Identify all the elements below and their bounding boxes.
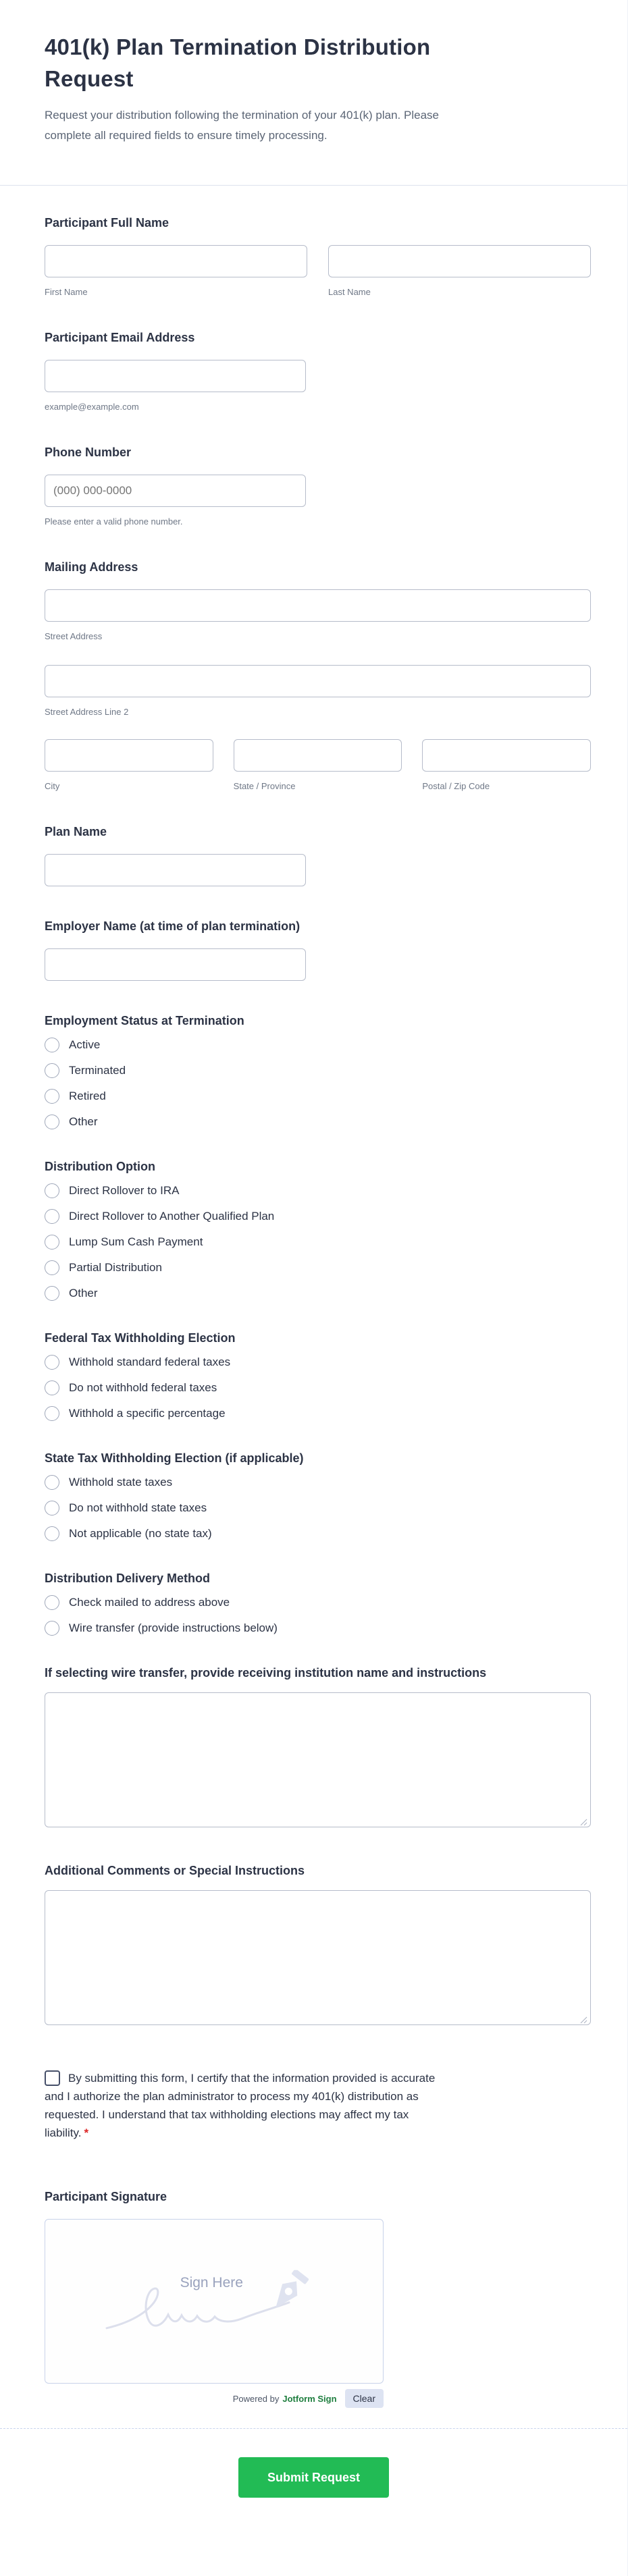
radio-icon[interactable]: [45, 1286, 59, 1301]
address-label: Mailing Address: [45, 560, 138, 574]
page-title: [45, 31, 583, 95]
radio-option-label: Terminated: [69, 1064, 126, 1077]
page-subtitle-line1: Request your distribution following the termination of your 401(k) plan. Please: [45, 109, 439, 122]
federal-tax-label: Federal Tax Withholding Election: [45, 1331, 236, 1345]
field-full-name: [45, 215, 591, 298]
radio-option-label: Partial Distribution: [69, 1261, 162, 1274]
form-header: [0, 0, 627, 185]
street-sublabel: Street Address: [45, 631, 103, 641]
radio-option-label: Lump Sum Cash Payment: [69, 1235, 203, 1248]
email-input[interactable]: [45, 360, 306, 392]
delivery-method-label: Distribution Delivery Method: [45, 1572, 211, 1585]
form-body: [0, 186, 627, 2428]
radio-icon[interactable]: [45, 1475, 59, 1490]
state-input[interactable]: [234, 739, 402, 772]
sign-here-text: Sign Here: [180, 2275, 243, 2290]
distribution-option-other[interactable]: [45, 1286, 591, 1301]
radio-option-label: Not applicable (no state tax): [69, 1527, 212, 1540]
group-delivery-method: [45, 1571, 591, 1636]
field-signature: [45, 2189, 591, 2408]
field-mailing-address: [45, 560, 591, 792]
employment-status-label: Employment Status at Termination: [45, 1014, 244, 1027]
radio-option-label: Direct Rollover to Another Qualified Plan: [69, 1210, 275, 1223]
radio-icon[interactable]: [45, 1063, 59, 1078]
required-asterisk: *: [84, 2126, 89, 2139]
radio-icon[interactable]: [45, 1406, 59, 1421]
comments-label: Additional Comments or Special Instructions: [45, 1864, 305, 1877]
page-title-line2: Request: [45, 66, 134, 91]
state-tax-option-na[interactable]: [45, 1526, 591, 1541]
employment-status-option-other[interactable]: [45, 1115, 591, 1129]
radio-option-label: Active: [69, 1038, 101, 1051]
street-address-input[interactable]: [45, 589, 591, 622]
plan-name-input[interactable]: [45, 854, 306, 886]
radio-icon[interactable]: [45, 1526, 59, 1541]
employment-status-option-terminated[interactable]: [45, 1063, 591, 1078]
certification-row: [45, 2069, 450, 2142]
group-state-tax: [45, 1451, 591, 1541]
field-phone: [45, 445, 591, 527]
submit-button[interactable]: Submit Request: [238, 2457, 389, 2498]
street2-row: [45, 665, 591, 718]
employer-name-input[interactable]: [45, 948, 306, 981]
full-name-label: Participant Full Name: [45, 216, 169, 230]
field-wire-instructions: [45, 1665, 591, 1831]
radio-icon[interactable]: [45, 1209, 59, 1224]
radio-option-label: Direct Rollover to IRA: [69, 1184, 180, 1197]
radio-icon[interactable]: [45, 1235, 59, 1250]
page-subtitle-line2: complete all required fields to ensure timely processing.: [45, 129, 328, 142]
signature-footer: [45, 2389, 384, 2408]
signature-label: Participant Signature: [45, 2190, 167, 2203]
state-col: [234, 739, 402, 792]
distribution-option-partial[interactable]: [45, 1260, 591, 1275]
radio-icon[interactable]: [45, 1115, 59, 1129]
employment-status-option-active[interactable]: [45, 1038, 591, 1052]
comments-wrap: [45, 1890, 591, 2029]
radio-option-label: Other: [69, 1115, 98, 1128]
plan-name-label: Plan Name: [45, 825, 107, 838]
phone-sublabel: Please enter a valid phone number.: [45, 516, 183, 527]
radio-option-label: Wire transfer (provide instructions below): [69, 1621, 278, 1634]
email-sublabel: example@example.com: [45, 402, 139, 412]
radio-icon[interactable]: [45, 1355, 59, 1370]
radio-icon[interactable]: [45, 1621, 59, 1636]
certification-text: By submitting this form, I certify that the information provided is accurate and I authorize the plan administrator to process my 401(k) distribution as requested. I understand that tax withholding elections may affect my tax liability.: [45, 2072, 436, 2139]
radio-icon[interactable]: [45, 1260, 59, 1275]
first-name-sublabel: First Name: [45, 287, 88, 297]
comments-textarea[interactable]: [45, 1890, 591, 2025]
radio-option-label: Withhold state taxes: [69, 1476, 173, 1488]
street-row: [45, 589, 591, 642]
wire-instructions-wrap: [45, 1692, 591, 1831]
radio-option-label: Other: [69, 1287, 98, 1299]
employment-status-option-retired[interactable]: [45, 1089, 591, 1104]
clear-signature-button[interactable]: Clear: [345, 2389, 384, 2408]
distribution-option-ira[interactable]: [45, 1183, 591, 1198]
federal-tax-option-percentage[interactable]: [45, 1406, 591, 1421]
group-distribution-option: [45, 1159, 591, 1301]
field-email: [45, 330, 591, 412]
state-tax-label: State Tax Withholding Election (if applicable): [45, 1451, 304, 1465]
page-subtitle: [45, 105, 583, 146]
field-employer-name: [45, 919, 591, 981]
distribution-option-lump-sum[interactable]: [45, 1235, 591, 1250]
zip-sublabel: Postal / Zip Code: [422, 781, 490, 791]
powered-by-text: Powered by: [232, 2393, 280, 2404]
radio-icon[interactable]: [45, 1183, 59, 1198]
distribution-option-label: Distribution Option: [45, 1160, 155, 1173]
zip-col: [422, 739, 591, 792]
radio-option-label: Withhold standard federal taxes: [69, 1356, 231, 1368]
delivery-method-option-check[interactable]: [45, 1595, 591, 1610]
radio-icon[interactable]: [45, 1038, 59, 1052]
state-sublabel: State / Province: [233, 781, 296, 791]
group-employment-status: [45, 1013, 591, 1129]
first-name-col: [45, 245, 307, 298]
zip-input[interactable]: [422, 739, 591, 772]
radio-icon[interactable]: [45, 1595, 59, 1610]
street-address2-input[interactable]: [45, 665, 591, 697]
field-plan-name: [45, 824, 591, 886]
radio-option-label: Check mailed to address above: [69, 1596, 230, 1609]
last-name-input[interactable]: [328, 245, 591, 277]
full-name-row: [45, 245, 591, 298]
city-col: [45, 739, 213, 792]
jotform-sign-brand: Jotform Sign: [282, 2393, 337, 2404]
group-federal-tax: [45, 1331, 591, 1421]
certification-checkbox[interactable]: [45, 2070, 60, 2086]
city-input[interactable]: [45, 739, 213, 772]
radio-icon[interactable]: [45, 1089, 59, 1104]
distribution-option-qualified-plan[interactable]: [45, 1209, 591, 1224]
radio-icon[interactable]: [45, 1380, 59, 1395]
street2-sublabel: Street Address Line 2: [45, 707, 129, 717]
radio-icon[interactable]: [45, 1501, 59, 1515]
last-name-col: [328, 245, 591, 298]
wire-instructions-label: If selecting wire transfer, provide receiving institution name and instructions: [45, 1666, 487, 1680]
phone-label: Phone Number: [45, 446, 132, 459]
employer-name-label: Employer Name (at time of plan termination): [45, 919, 300, 933]
radio-option-label: Do not withhold federal taxes: [69, 1381, 217, 1394]
wire-instructions-textarea[interactable]: [45, 1692, 591, 1827]
state-tax-option-withhold[interactable]: [45, 1475, 591, 1490]
delivery-method-option-wire[interactable]: [45, 1621, 591, 1636]
first-name-input[interactable]: [45, 245, 307, 277]
email-label: Participant Email Address: [45, 331, 195, 344]
last-name-sublabel: Last Name: [328, 287, 371, 297]
page-title-line1: 401(k) Plan Termination Distribution: [45, 34, 431, 59]
phone-input[interactable]: [45, 475, 306, 507]
city-state-zip-row: [45, 739, 591, 792]
radio-option-label: Retired: [69, 1090, 106, 1102]
city-sublabel: City: [45, 781, 60, 791]
submit-section: [0, 2428, 627, 2530]
federal-tax-option-standard[interactable]: [45, 1355, 591, 1370]
state-tax-option-none[interactable]: [45, 1501, 591, 1515]
radio-option-label: Withhold a specific percentage: [69, 1407, 226, 1420]
signature-pad[interactable]: [45, 2219, 384, 2384]
radio-option-label: Do not withhold state taxes: [69, 1501, 207, 1514]
federal-tax-option-none[interactable]: [45, 1380, 591, 1395]
field-comments: [45, 1863, 591, 2029]
